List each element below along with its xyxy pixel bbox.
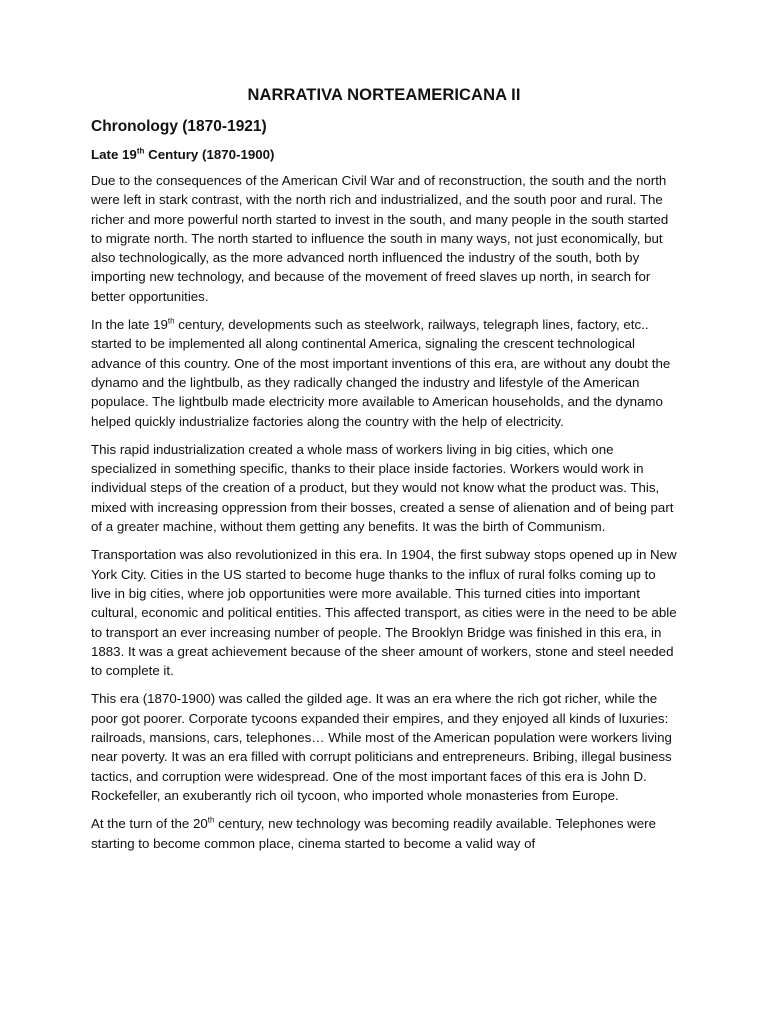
- paragraph-technology-superscript: th: [167, 316, 175, 326]
- paragraph-20th-century-start: At the turn of the 20: [91, 816, 208, 832]
- subheading-superscript: th: [136, 146, 145, 156]
- paragraph-technology-rest: century, developments such as steelwork, railways, telegraph lines, factory, etc.. started to be implemented all along continental America, signaling the crescent technological advance of this country. One of the most important inventions of this era, are without any doubt the dynamo and the lightbulb, as they radically changed the industry and lifestyle of the American populace. The lightbulb made electricity more available to American households, and the dynamo helped quickly industrialize factories along the country with the help of electricity.: [91, 317, 671, 429]
- paragraph-technology: [91, 315, 677, 431]
- paragraph-civil-war: Due to the consequences of the American Civil War and of reconstruction, the south and the north were left in stark contrast, with the north rich and industrialized, and the south poor and rural. The richer and more powerful north started to invest in the south, and many people in the south started to migrate north. The north started to influence the south in many ways, not just economically, but also technologically, as the more advanced north influenced the industry of the south, both by importing new technology, and because of the movement of freed slaves up north, in search for better opportunities.: [91, 173, 669, 304]
- section-heading: Chronology (1870-1921): [91, 118, 267, 135]
- subheading-text-end: Century (1870-1900): [144, 147, 275, 162]
- document-page: [91, 86, 677, 862]
- paragraph-industrialization: This rapid industrialization created a whole mass of workers living in big cities, which one specialized in something specific, thanks to their place inside factories. Workers would work in individual steps of the creation of a product, but they would not know what the product was. This, mixed with increasing oppression from their bosses, created a sense of alienation and of being part of a greater machine, without them getting any benefits. It was the birth of Communism.: [91, 441, 674, 535]
- document-title: NARRATIVA NORTEAMERICANA II: [247, 86, 521, 104]
- paragraph-20th-century-superscript: th: [207, 815, 215, 825]
- subheading-late-19th-century: [91, 147, 677, 162]
- paragraph-20th-century-rest: century, new technology was becoming readily available. Telephones were starting to become common place, cinema started to become a valid way of: [91, 816, 656, 851]
- paragraph-gilded-age: This era (1870-1900) was called the gilded age. It was an era where the rich got richer, while the poor got poorer. Corporate tycoons expanded their empires, and they enjoyed all kinds of luxuries: railroads, mansions, cars, telephones… While most of the American population were workers living near poverty. It was an era filled with corrupt politicians and entrepreneurs. Bribing, illegal business tactics, and corruption were widespread. One of the most important faces of this era is John D. Rockefeller, an exuberantly rich oil tycoon, who imported whole monasteries from Europe.: [91, 691, 672, 803]
- paragraph-transportation: Transportation was also revolutionized in this era. In 1904, the first subway stops opened up in New York City. Cities in the US started to become huge thanks to the influx of rural folks coming up to live in big cities, where job opportunities were more available. This turned cities into important cultural, economic and political entities. This affected transport, as cities were in the need to be able to transport an ever increasing number of people. The Brooklyn Bridge was finished in this era, in 1883. It was a great achievement because of the sheer amount of workers, stone and steel needed to complete it.: [91, 547, 677, 679]
- paragraph-technology-start: In the late 19: [91, 317, 168, 333]
- paragraph-20th-century: [91, 814, 677, 853]
- subheading-text-start: Late 19: [91, 147, 137, 162]
